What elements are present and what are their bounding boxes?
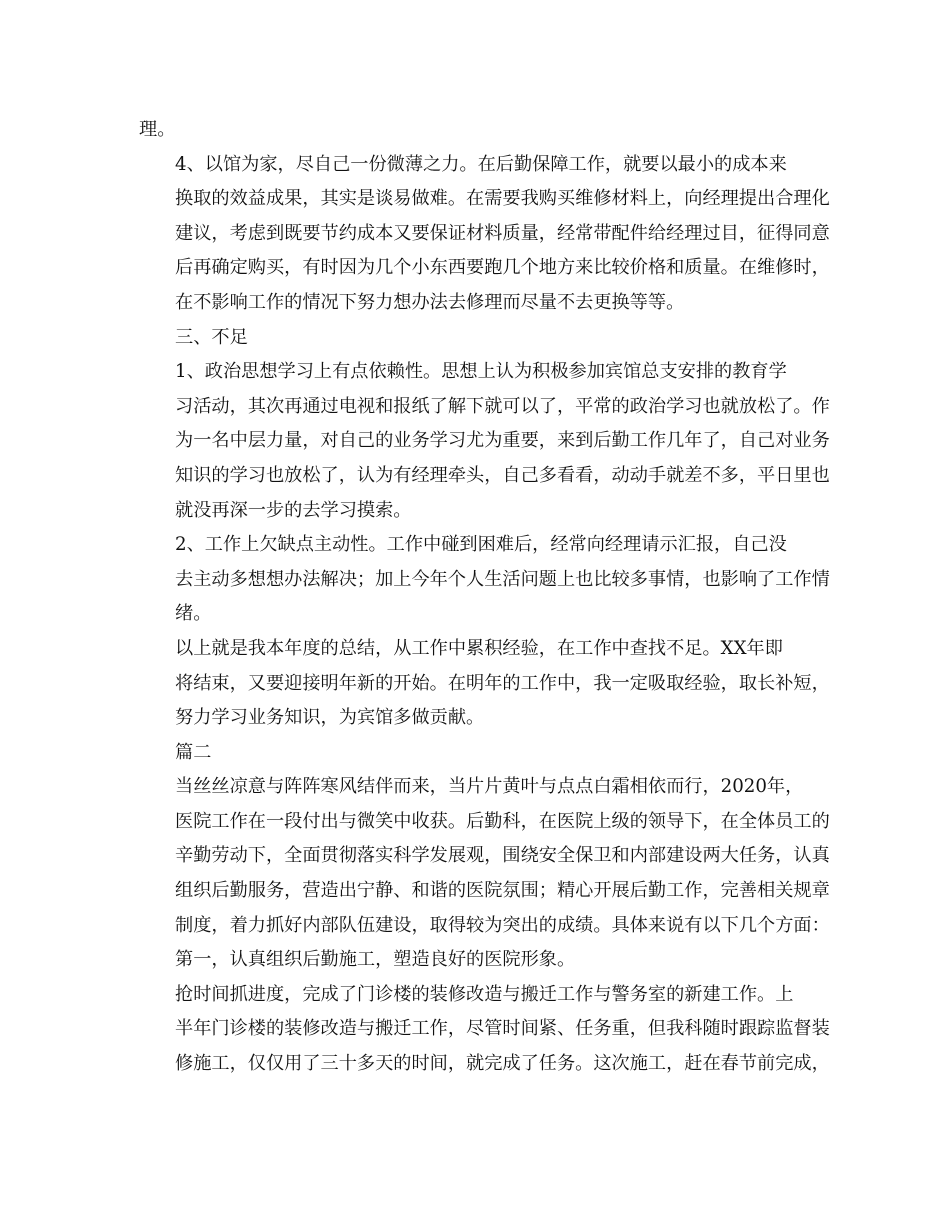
- text-line: 努力学习业务知识，为宾馆多做贡献。: [175, 707, 485, 729]
- text-line: 组织后勤服务，营造出宁静、和谐的医院氛围；精心开展后勤工作，完善相关规章: [175, 880, 830, 902]
- text-line: 习活动，其次再通过电视和报纸了解下就可以了，平常的政治学习也就放松了。作: [175, 395, 830, 417]
- text-line: 1、政治思想学习上有点依赖性。思想上认为积极参加宾馆总支安排的教育学: [175, 361, 787, 383]
- text-line: 抢时间抓进度，完成了门诊楼的装修改造与搬迁工作与警务室的新建工作。上: [175, 983, 794, 1005]
- text-line: 理。: [139, 119, 176, 140]
- text-line: 建议，考虑到既要节约成本又要保证材料质量，经常带配件给经理过目，征得同意: [175, 222, 830, 244]
- text-line: 换取的效益成果，其实是谈易做难。在需要我购买维修材料上，向经理提出合理化: [175, 188, 830, 210]
- text-line: 第一，认真组织后勤施工，塑造良好的医院形象。: [175, 949, 576, 971]
- paragraph: [139, 113, 819, 148]
- text-line: 制度，着力抓好内部队伍建设，取得较为突出的成绩。具体来说有以下几个方面：: [175, 914, 830, 936]
- text-line: 修施工，仅仅用了三十多天的时间，就完成了任务。这次施工，赶在春节前完成，: [175, 1053, 830, 1075]
- paragraph: [139, 978, 830, 1082]
- text-line: 4、以馆为家，尽自己一份微薄之力。在后勤保障工作，就要以最小的成本来: [175, 153, 787, 175]
- paragraph: [139, 148, 830, 321]
- text-line: 医院工作在一段付出与微笑中收获。后勤科，在医院上级的领导下，在全体员工的: [175, 810, 830, 832]
- paragraph: [139, 321, 819, 356]
- text-line: 在不影响工作的情况下努力想办法去修理而尽量不去更换等等。: [175, 291, 685, 313]
- text-line: 当丝丝凉意与阵阵寒风结伴而来，当片片黄叶与点点白霜相依而行，2020年，: [175, 776, 804, 798]
- text-line: 知识的学习也放松了，认为有经理牵头，自己多看看，动动手就差不多，平日里也: [175, 464, 830, 486]
- paragraph: [139, 736, 819, 771]
- text-line: 去主动多想想办法解决；加上今年个人生活问题上也比较多事情，也影响了工作情: [175, 568, 830, 590]
- text-line: 篇二: [175, 741, 212, 763]
- text-line: 以上就是我本年度的总结，从工作中累积经验，在工作中查找不足。XX年即: [175, 637, 783, 659]
- text-line: 2、工作上欠缺点主动性。工作中碰到困难后，经常向经理请示汇报，自己没: [175, 534, 787, 556]
- paragraph: [139, 528, 830, 632]
- text-line: 将结束，又要迎接明年新的开始。在明年的工作中，我一定吸取经验，取长补短，: [175, 672, 830, 694]
- text-line: 就没再深一步的去学习摸索。: [175, 499, 412, 521]
- text-line: 为一名中层力量，对自己的业务学习尤为重要，来到后勤工作几年了，自己对业务: [175, 430, 830, 452]
- paragraph: [139, 770, 830, 943]
- paragraph: [139, 355, 830, 528]
- text-line: 绪。: [175, 603, 212, 625]
- text-line: 三、不足: [175, 326, 248, 348]
- paragraph: [139, 632, 830, 736]
- text-line: 后再确定购买，有时因为几个小东西要跑几个地方来比较价格和质量。在维修时，: [175, 257, 830, 279]
- paragraph: [139, 943, 819, 978]
- document-body: [139, 113, 830, 1082]
- text-line: 辛勤劳动下，全面贯彻落实科学发展观，围绕安全保卫和内部建设两大任务，认真: [175, 845, 830, 867]
- text-line: 半年门诊楼的装修改造与搬迁工作，尽管时间紧、任务重，但我科随时跟踪监督装: [175, 1018, 830, 1040]
